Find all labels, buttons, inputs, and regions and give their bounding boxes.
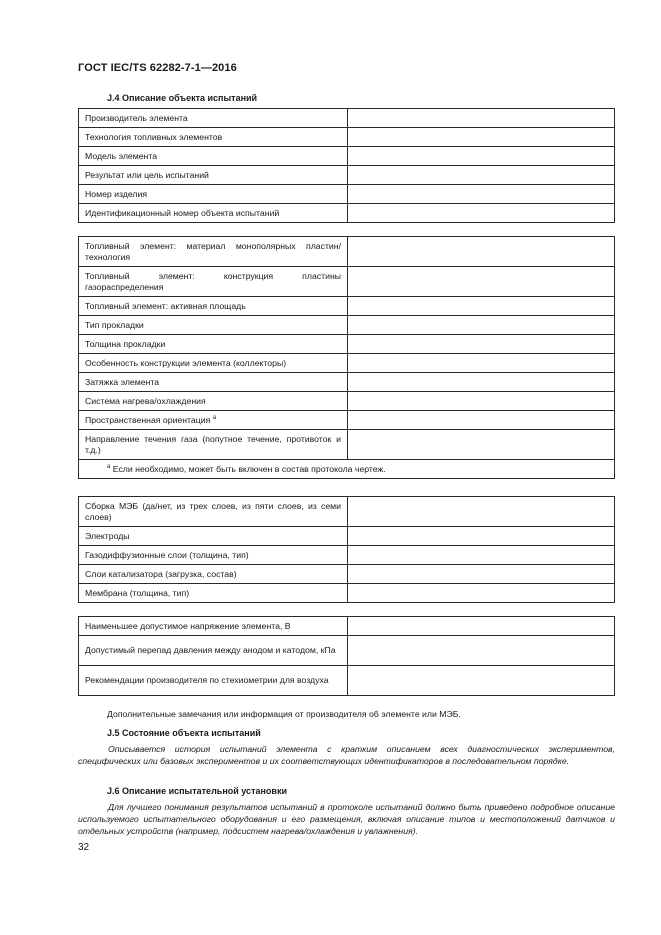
table-cell-label: Толщина прокладки — [79, 335, 348, 354]
section-j5-title: J.5 Состояние объекта испытаний — [107, 728, 261, 738]
table-cell-value[interactable] — [348, 166, 615, 185]
table-cell-label: Тип прокладки — [79, 316, 348, 335]
table-cell-value[interactable] — [348, 297, 615, 316]
table-cell-label — [79, 411, 348, 430]
footnote-marker: a — [107, 463, 111, 470]
table-cell-value[interactable] — [348, 497, 615, 527]
table-cell-label: Топливный элемент: конструкция пластины газораспределения — [79, 267, 348, 297]
footnote-marker: a — [212, 414, 217, 421]
remarks-text: Дополнительные замечания или информация от производителя об элементе или МЭБ. — [107, 709, 461, 719]
table-cell-label: Результат или цель испытаний — [79, 166, 348, 185]
table-cell-label: Направление течения газа (попутное течение, противоток и т.д.) — [79, 430, 348, 460]
table-cell-value[interactable] — [348, 354, 615, 373]
orientation-label: Пространственная ориентация — [85, 414, 211, 425]
table-cell-value[interactable] — [348, 373, 615, 392]
table-cell-value[interactable] — [348, 267, 615, 297]
table-cell-value[interactable] — [348, 617, 615, 636]
table-cell-value[interactable] — [348, 430, 615, 460]
table-cell-value[interactable] — [348, 147, 615, 166]
table-cell-value[interactable] — [348, 109, 615, 128]
table-cell-label: Сборка МЭБ (да/нет, из трех слоев, из пяти слоев, из семи слоев) — [79, 497, 348, 527]
table-cell-value[interactable] — [348, 128, 615, 147]
table-cell-label: Топливный элемент: активная площадь — [79, 297, 348, 316]
table-cell-value[interactable] — [348, 636, 615, 666]
table-cell-label: Электроды — [79, 527, 348, 546]
table-cell-value[interactable] — [348, 565, 615, 584]
table-cell-label: Слои катализатора (загрузка, состав) — [79, 565, 348, 584]
footnote-text: Если необходимо, может быть включен в состав протокола чертеж. — [112, 463, 386, 474]
test-object-table-2 — [78, 236, 615, 479]
table-cell-label: Технология топливных элементов — [79, 128, 348, 147]
operating-limits-table — [78, 616, 615, 696]
table-cell-label: Затяжка элемента — [79, 373, 348, 392]
table-cell-value[interactable] — [348, 335, 615, 354]
table-footnote — [79, 460, 615, 479]
table-cell-value[interactable] — [348, 411, 615, 430]
table-cell-label: Особенность конструкции элемента (коллекторы) — [79, 354, 348, 373]
table-cell-value[interactable] — [348, 204, 615, 223]
section-j5-text: Описывается история испытаний элемента с кратким описанием всех диагностических экспериментов, специфических или базовых экспериментов и их соответствующих идентификаторов в последовательном порядке. — [78, 744, 615, 766]
document-header: ГОСТ IEC/TS 62282-7-1—2016 — [78, 62, 237, 74]
table-cell-value[interactable] — [348, 392, 615, 411]
table-cell-value[interactable] — [348, 546, 615, 565]
table-cell-label: Газодиффузионные слои (толщина, тип) — [79, 546, 348, 565]
section-j6-title: J.6 Описание испытательной установки — [107, 786, 287, 796]
table-cell-label: Производитель элемента — [79, 109, 348, 128]
table-cell-value[interactable] — [348, 584, 615, 603]
table-cell-value[interactable] — [348, 237, 615, 267]
table-cell-label: Система нагрева/охлаждения — [79, 392, 348, 411]
section-j4-title: J.4 Описание объекта испытаний — [107, 93, 258, 103]
table-cell-label: Мембрана (толщина, тип) — [79, 584, 348, 603]
table-cell-value[interactable] — [348, 666, 615, 696]
section-j6-text: Для лучшего понимания результатов испытаний в протоколе испытаний должно быть приведено подробное описание используемого испытательного оборудования и его размещения, включая описание типов и местоположений датчиков и отдельных устройств (например, подсистем нагрева/охлаждения и увлажнения). — [78, 802, 615, 836]
test-object-table-1 — [78, 108, 615, 223]
page-number: 32 — [78, 842, 90, 853]
table-cell-value[interactable] — [348, 316, 615, 335]
table-cell-label: Номер изделия — [79, 185, 348, 204]
table-cell-value[interactable] — [348, 185, 615, 204]
table-cell-label: Рекомендации производителя по стехиометрии для воздуха — [79, 666, 348, 696]
table-cell-label: Топливный элемент: материал монополярных пластин/технология — [79, 237, 348, 267]
mea-table — [78, 496, 615, 603]
table-cell-label: Модель элемента — [79, 147, 348, 166]
table-cell-value[interactable] — [348, 527, 615, 546]
table-cell-label: Идентификационный номер объекта испытаний — [79, 204, 348, 223]
table-cell-label: Наименьшее допустимое напряжение элемента, В — [79, 617, 348, 636]
table-cell-label: Допустимый перепад давления между анодом и катодом, кПа — [79, 636, 348, 666]
